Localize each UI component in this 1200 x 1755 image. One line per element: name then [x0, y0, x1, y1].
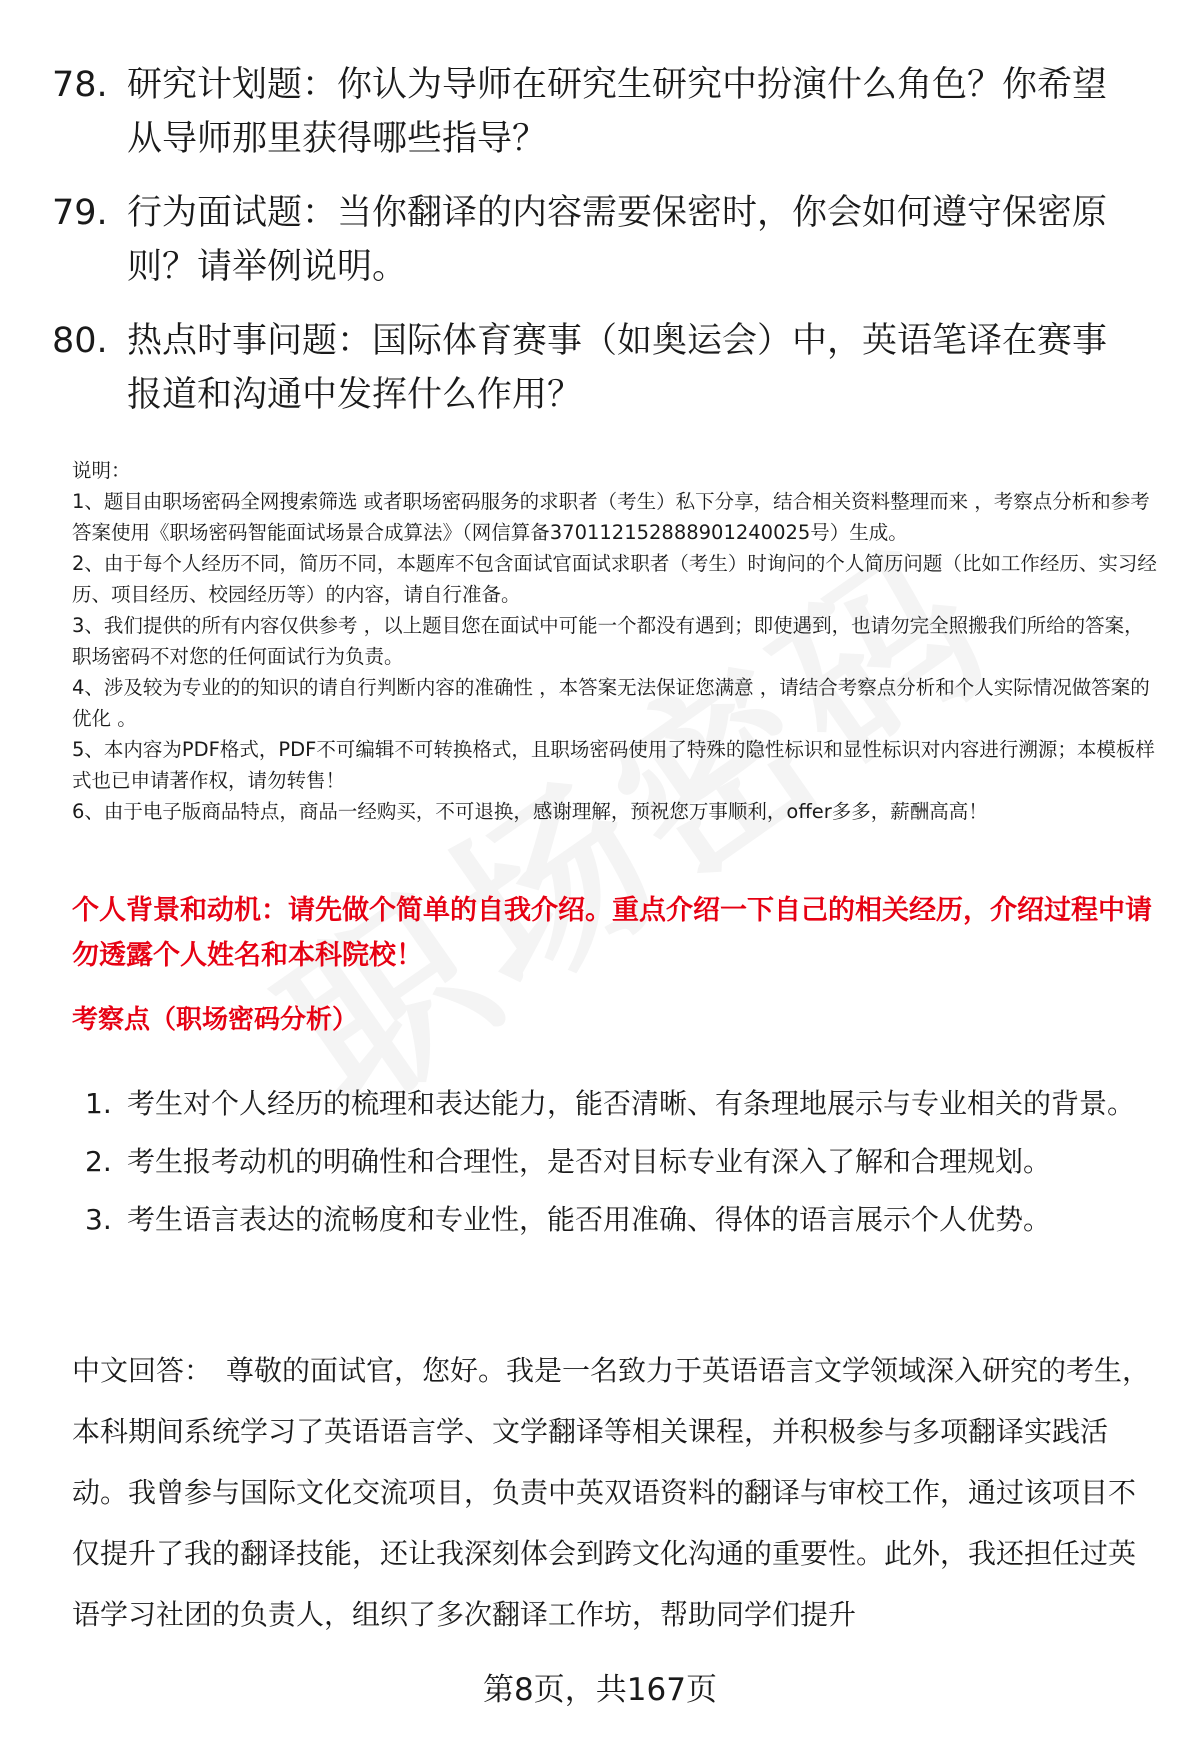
note-item: 2、由于每个人经历不同，简历不同，本题库不包含面试官面试求职者（考生）时询问的个人简历问题（比如工作经历、实习经历、项目经历、校园经历等）的内容，请自行准备。 — [72, 552, 1157, 606]
note-item: 4、涉及较为专业的的知识的请自行判断内容的准确性 ，本答案无法保证您满意 ，请结合考察点分析和个人实际情况做答案的优化 。 — [72, 676, 1150, 730]
question-text: 研究计划题：你认为导师在研究生研究中扮演什么角色？你希望从导师那里获得哪些指导？ — [127, 65, 1108, 159]
note-item: 6、由于电子版商品特点，商品一经购买，不可退换，感谢理解，预祝您万事顺利，offer多多，薪酬高高！ — [72, 800, 988, 823]
note-item: 1、题目由职场密码全网搜索筛选 或者职场密码服务的求职者（考生）私下分享，结合相关资料整理而来 ，考察点分析和参考答案使用《职场密码智能面试场景合成算法》（网信算备370112152888901240025号）生成。 — [72, 490, 1150, 544]
question-number: 80. — [52, 321, 108, 361]
question-item — [52, 186, 1152, 294]
analysis-point — [85, 1133, 1145, 1191]
analysis-point — [85, 1191, 1145, 1249]
analysis-points — [85, 1075, 1145, 1249]
point-text: 考生对个人经历的梳理和表达能力，能否清晰、有条理地展示与专业相关的背景。 — [127, 1087, 1136, 1120]
analysis-title: 考察点（职场密码分析） — [72, 1005, 359, 1035]
point-number: 2. — [85, 1145, 112, 1178]
notes-block — [72, 455, 1162, 827]
point-text: 考生报考动机的明确性和合理性，是否对目标专业有深入了解和合理规划。 — [127, 1145, 1052, 1178]
note-item: 3、我们提供的所有内容仅供参考 ，以上题目您在面试中可能一个都没有遇到；即使遇到，也请勿完全照搬我们所给的答案，职场密码不对您的任何面试行为负责。 — [72, 614, 1144, 668]
question-item — [52, 314, 1152, 422]
point-number: 3. — [85, 1203, 112, 1236]
point-number: 1. — [85, 1087, 112, 1120]
answer-paragraph — [72, 1340, 1152, 1645]
question-number: 79. — [52, 193, 108, 233]
answer-text: 尊敬的面试官，您好。我是一名致力于英语语言文学领域深入研究的考生，本科期间系统学习了英语语言学、文学翻译等相关课程，并积极参与多项翻译实践活动。我曾参与国际文化交流项目，负责中英双语资料的翻译与审校工作，通过该项目不仅提升了我的翻译技能，还让我深刻体会到跨文化沟通的重要性。此外，我还担任过英语学习社团的负责人，组织了多次翻译工作坊，帮助同学们提升 — [72, 1354, 1151, 1631]
notes-title: 说明： — [72, 459, 131, 482]
analysis-point — [85, 1075, 1145, 1133]
question-list — [52, 58, 1152, 442]
question-number: 78. — [52, 65, 108, 105]
page-footer: 第8页，共167页 — [483, 1672, 717, 1708]
answer-label: 中文回答： — [72, 1354, 213, 1387]
question-text: 行为面试题：当你翻译的内容需要保密时，你会如何遵守保密原则？请举例说明。 — [127, 193, 1108, 287]
question-text: 热点时事问题：国际体育赛事（如奥运会）中，英语笔译在赛事报道和沟通中发挥什么作用？ — [127, 321, 1108, 415]
note-item: 5、本内容为PDF格式，PDF不可编辑不可转换格式，且职场密码使用了特殊的隐性标识和显性标识对内容进行溯源；本模板样式也已申请著作权，请勿转售！ — [72, 738, 1155, 792]
point-text: 考生语言表达的流畅度和专业性，能否用准确、得体的语言展示个人优势。 — [127, 1203, 1052, 1236]
question-item — [52, 58, 1152, 166]
interview-question-heading: 个人背景和动机：请先做个简单的自我介绍。重点介绍一下自己的相关经历，介绍过程中请勿透露个人姓名和本科院校！ — [72, 895, 1152, 971]
